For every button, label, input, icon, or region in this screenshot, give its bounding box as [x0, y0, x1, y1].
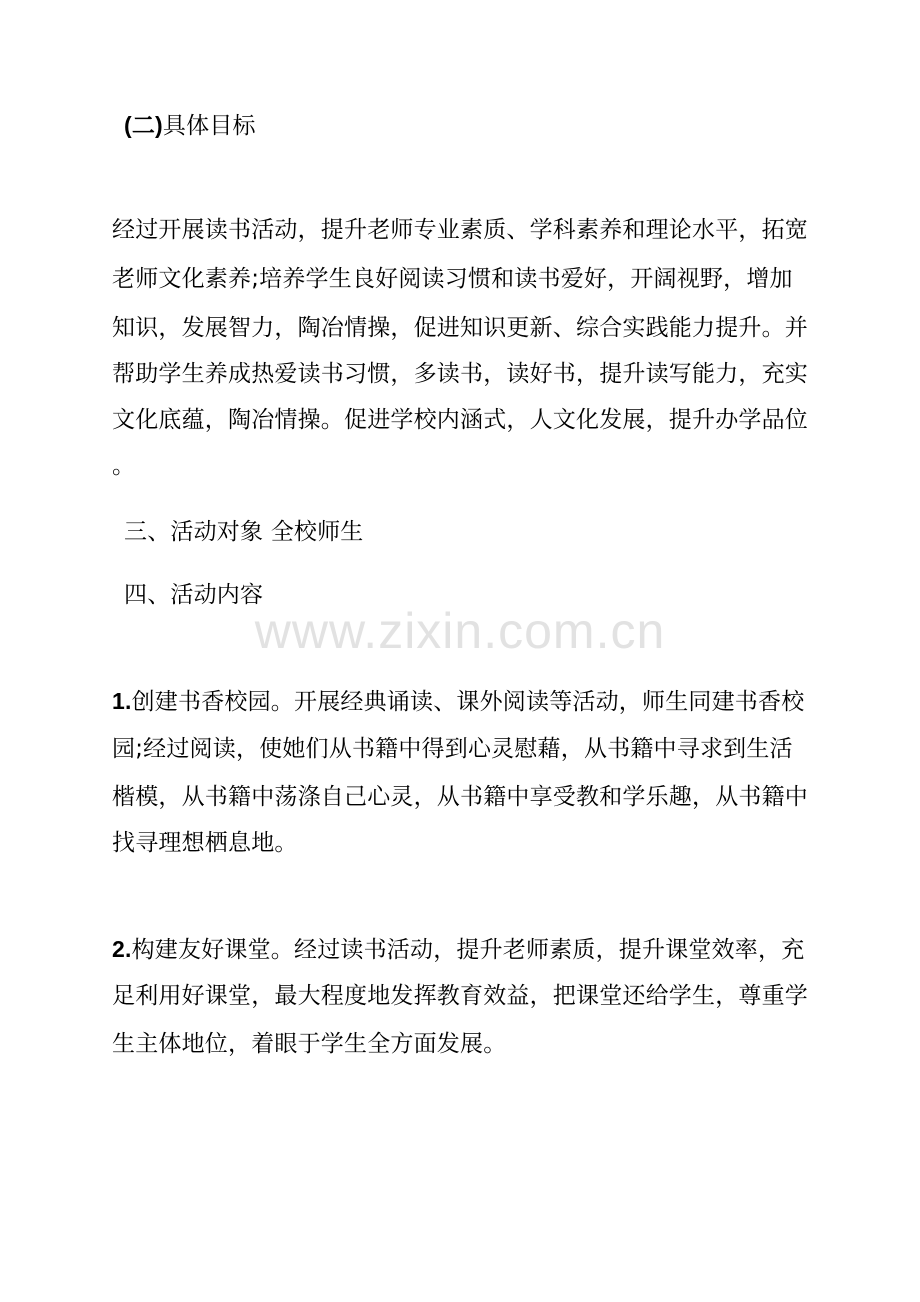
paragraph-line: 帮助学生养成热爱读书习惯，多读书，读好书，提升读写能力，充实	[112, 361, 808, 387]
paragraph-line: 。	[112, 453, 136, 479]
watermark: www.zixin.com.cn	[254, 603, 666, 659]
item-number: 2.	[112, 936, 132, 962]
section-heading-specific-goals	[124, 101, 824, 151]
item-line: 园;经过阅读，使她们从书籍中得到心灵慰藉，从书籍中寻求到生活	[112, 736, 793, 762]
paragraph-line: 知识，发展智力，陶冶情操，促进知识更新、综合实践能力提升。并	[112, 315, 808, 341]
section-heading-target: 三、活动对象 全校师生	[124, 519, 364, 545]
item-line	[112, 677, 812, 727]
item-line	[112, 925, 812, 975]
item-text: 构建友好课堂。经过读书活动，提升老师素质，提升课堂效率，充	[131, 937, 805, 963]
paragraph-line: 文化底蕴，陶冶情操。促进学校内涵式，人文化发展，提升办学品位	[112, 407, 808, 433]
heading-marker: (二)	[124, 112, 163, 138]
item-text: 创建书香校园。开展经典诵读、课外阅读等活动，师生同建书香校	[131, 689, 805, 715]
item-line: 生主体地位，着眼于学生全方面发展。	[112, 1031, 507, 1057]
item-line: 足利用好课堂，最大程度地发挥教育效益，把课堂还给学生，尊重学	[112, 983, 808, 1009]
item-number: 1.	[112, 688, 132, 714]
heading-title: 具体目标	[162, 113, 256, 139]
paragraph-line: 经过开展读书活动，提升老师专业素质、学科素养和理论水平，拓宽	[112, 217, 808, 243]
item-line: 楷模，从书籍中荡涤自己心灵，从书籍中享受教和学乐趣，从书籍中	[112, 784, 808, 810]
section-heading-content: 四、活动内容	[124, 582, 264, 608]
paragraph-line: 老师文化素养;培养学生良好阅读习惯和读书爱好，开阔视野，增加	[112, 266, 793, 292]
item-line: 找寻理想栖息地。	[112, 830, 298, 856]
